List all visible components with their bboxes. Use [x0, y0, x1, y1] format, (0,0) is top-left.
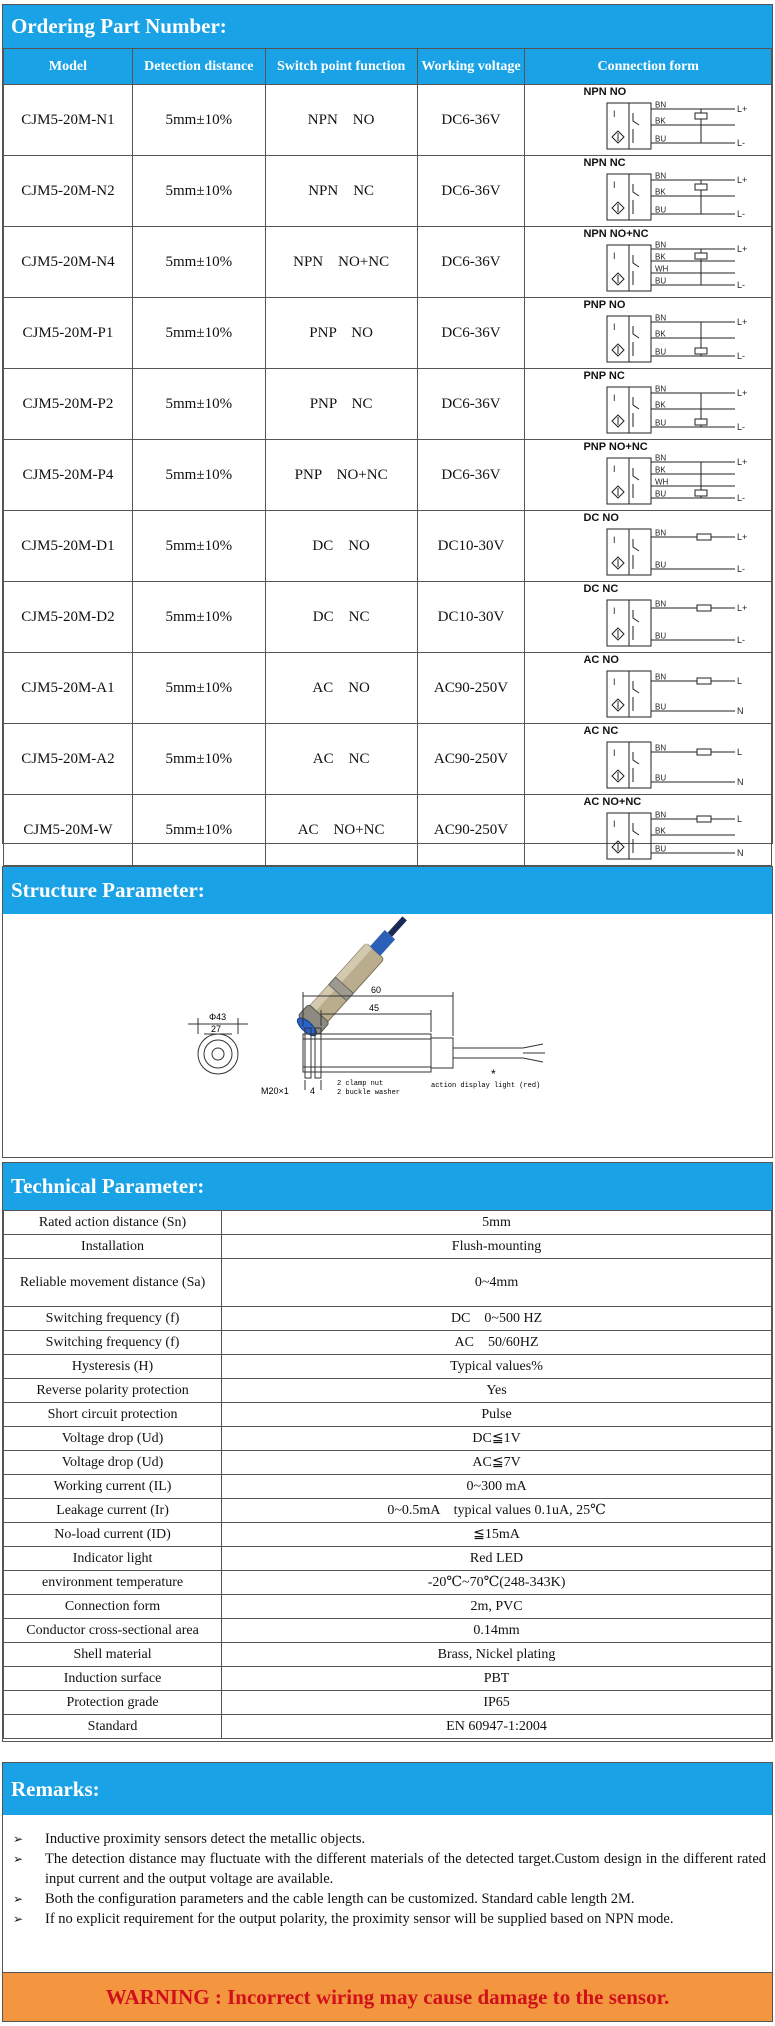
- param-name: Reliable movement distance (Sa): [4, 1259, 222, 1307]
- terminal-top: L+: [737, 457, 748, 467]
- wire-label: BU: [655, 844, 667, 854]
- param-name: Indicator light: [4, 1547, 222, 1571]
- cell-function: AC NO+NC: [265, 795, 417, 866]
- dim-nut: 4: [310, 1086, 316, 1096]
- cell-connection: [525, 724, 772, 795]
- wire-label: BU: [655, 702, 667, 712]
- cell-connection: [525, 227, 772, 298]
- cell-function: NPN NC: [265, 156, 417, 227]
- cell-connection: [525, 85, 772, 156]
- connection-title: AC NO: [583, 654, 619, 666]
- param-value: 2m, PVC: [222, 1595, 772, 1619]
- terminal-bottom: N: [737, 848, 744, 858]
- cell-distance: 5mm±10%: [132, 156, 265, 227]
- connection-title: DC NC: [583, 583, 619, 595]
- wire-label: BN: [655, 599, 667, 609]
- param-name: Installation: [4, 1235, 222, 1259]
- dim-d1: Φ43: [209, 1012, 227, 1022]
- terminal-bottom: N: [737, 777, 744, 787]
- param-value: 5mm: [222, 1211, 772, 1235]
- wire-label: BK: [655, 826, 667, 836]
- cell-function: DC NO: [265, 511, 417, 582]
- cell-distance: 5mm±10%: [132, 511, 265, 582]
- technical-row: [4, 1331, 772, 1355]
- cell-connection: [525, 369, 772, 440]
- cell-model: CJM5-20M-D2: [4, 582, 133, 653]
- bullet-arrow-icon: ➢: [13, 1912, 24, 1926]
- remarks-list: [3, 1815, 772, 1939]
- technical-row: [4, 1235, 772, 1259]
- ordering-title: Ordering Part Number:: [3, 5, 772, 48]
- technical-row: [4, 1523, 772, 1547]
- remark-item: [13, 1889, 766, 1909]
- wire-label: WH: [655, 264, 669, 274]
- param-value: DC≦1V: [222, 1427, 772, 1451]
- param-name: Short circuit protection: [4, 1403, 222, 1427]
- svg-text:I: I: [613, 393, 616, 403]
- cell-voltage: DC6-36V: [417, 85, 525, 156]
- ordering-row: [4, 227, 772, 298]
- terminal-top: L+: [737, 175, 748, 185]
- remark-item: [13, 1829, 766, 1849]
- svg-text:I: I: [613, 535, 616, 545]
- ordering-header-row: [4, 49, 772, 85]
- cell-distance: 5mm±10%: [132, 298, 265, 369]
- wire-label: BU: [655, 276, 667, 286]
- technical-row: [4, 1571, 772, 1595]
- technical-row: [4, 1211, 772, 1235]
- wiring-diagram: [605, 454, 755, 508]
- dim-length-thread: 45: [369, 1003, 380, 1013]
- wiring-diagram: [605, 170, 755, 224]
- technical-row: [4, 1403, 772, 1427]
- ordering-row: [4, 156, 772, 227]
- wiring-diagram: [605, 241, 755, 295]
- cell-connection: [525, 156, 772, 227]
- cell-voltage: AC90-250V: [417, 795, 525, 866]
- ordering-row: [4, 440, 772, 511]
- note-washer: 2 buckle washer: [337, 1089, 401, 1097]
- cell-voltage: DC6-36V: [417, 440, 525, 511]
- param-name: Standard: [4, 1715, 222, 1739]
- cell-function: AC NC: [265, 724, 417, 795]
- dim-thread: M20×1: [261, 1086, 289, 1096]
- ordering-row: [4, 724, 772, 795]
- technical-row: [4, 1715, 772, 1739]
- wiring-diagram: [605, 383, 755, 437]
- param-name: No-load current (ID): [4, 1523, 222, 1547]
- param-name: Switching frequency (f): [4, 1331, 222, 1355]
- cell-distance: 5mm±10%: [132, 724, 265, 795]
- param-value: Typical values%: [222, 1355, 772, 1379]
- connection-title: PNP NO+NC: [583, 441, 648, 453]
- cell-connection: [525, 440, 772, 511]
- ordering-row: [4, 369, 772, 440]
- svg-text:I: I: [613, 748, 616, 758]
- cell-connection: [525, 795, 772, 866]
- param-name: Voltage drop (Ud): [4, 1451, 222, 1475]
- terminal-top: L: [737, 814, 743, 824]
- terminal-top: L+: [737, 388, 748, 398]
- wire-label: BU: [655, 134, 667, 144]
- cell-voltage: DC10-30V: [417, 582, 525, 653]
- wire-label: BU: [655, 205, 667, 215]
- cell-model: CJM5-20M-W: [4, 795, 133, 866]
- wire-label: BU: [655, 773, 667, 783]
- cell-distance: 5mm±10%: [132, 369, 265, 440]
- cell-voltage: DC10-30V: [417, 511, 525, 582]
- cell-model: CJM5-20M-P4: [4, 440, 133, 511]
- param-value: 0.14mm: [222, 1619, 772, 1643]
- structure-drawing: [3, 914, 772, 1157]
- param-value: DC 0~500 HZ: [222, 1307, 772, 1331]
- ordering-section: [2, 4, 773, 858]
- param-name: Rated action distance (Sn): [4, 1211, 222, 1235]
- bullet-arrow-icon: ➢: [13, 1832, 24, 1846]
- wiring-diagram: [605, 525, 755, 579]
- technical-row: [4, 1427, 772, 1451]
- cell-function: PNP NO+NC: [265, 440, 417, 511]
- connection-title: AC NO+NC: [583, 796, 642, 808]
- ordering-table: [3, 48, 772, 866]
- param-name: Conductor cross-sectional area: [4, 1619, 222, 1643]
- technical-section: [2, 1162, 773, 1742]
- header-model: Model: [4, 49, 133, 85]
- cell-function: PNP NO: [265, 298, 417, 369]
- wire-label: BN: [655, 313, 667, 323]
- terminal-top: L+: [737, 603, 748, 613]
- wire-label: BN: [655, 384, 667, 394]
- technical-body: [4, 1211, 772, 1739]
- svg-text:I: I: [613, 464, 616, 474]
- terminal-top: L+: [737, 244, 748, 254]
- remarks-body: [3, 1815, 772, 1939]
- param-name: Connection form: [4, 1595, 222, 1619]
- cell-model: CJM5-20M-N1: [4, 85, 133, 156]
- structure-section: [2, 866, 773, 1158]
- terminal-bottom: L-: [737, 564, 746, 574]
- technical-row: [4, 1499, 772, 1523]
- param-name: Protection grade: [4, 1691, 222, 1715]
- param-name: environment temperature: [4, 1571, 222, 1595]
- cell-function: AC NO: [265, 653, 417, 724]
- wire-label: BN: [655, 672, 667, 682]
- param-value: Yes: [222, 1379, 772, 1403]
- wire-label: BU: [655, 631, 667, 641]
- wire-label: BK: [655, 465, 667, 475]
- technical-row: [4, 1547, 772, 1571]
- technical-row: [4, 1379, 772, 1403]
- ordering-row: [4, 511, 772, 582]
- technical-row: [4, 1355, 772, 1379]
- ordering-row: [4, 653, 772, 724]
- ordering-row: [4, 85, 772, 156]
- param-value: Flush-mounting: [222, 1235, 772, 1259]
- technical-row: [4, 1643, 772, 1667]
- param-value: Brass, Nickel plating: [222, 1643, 772, 1667]
- wire-label: BK: [655, 329, 667, 339]
- connection-title: AC NC: [583, 725, 619, 737]
- wire-label: BU: [655, 489, 667, 499]
- note-clamp-nut: 2 clamp nut: [337, 1080, 384, 1088]
- cell-voltage: DC6-36V: [417, 156, 525, 227]
- param-value: EN 60947-1:2004: [222, 1715, 772, 1739]
- remark-text: The detection distance may fluctuate with the different materials of the detected target.Custom design in the different rated input current and the output voltage are available.: [45, 1851, 766, 1887]
- terminal-bottom: L-: [737, 351, 746, 361]
- param-name: Induction surface: [4, 1667, 222, 1691]
- sensor-photo: [293, 914, 415, 1040]
- wiring-diagram: [605, 667, 755, 721]
- warning-banner: WARNING : Incorrect wiring may cause damage to the sensor.: [3, 1972, 772, 2021]
- param-name: Leakage current (Ir): [4, 1499, 222, 1523]
- technical-row: [4, 1691, 772, 1715]
- terminal-top: L+: [737, 104, 748, 114]
- header-function: Switch point function: [265, 49, 417, 85]
- param-value: PBT: [222, 1667, 772, 1691]
- wire-label: BK: [655, 400, 667, 410]
- param-name: Voltage drop (Ud): [4, 1427, 222, 1451]
- connection-title: DC NO: [583, 512, 619, 524]
- wire-label: BK: [655, 116, 667, 126]
- wire-label: BN: [655, 528, 667, 538]
- wire-label: BN: [655, 241, 667, 250]
- header-connection: Connection form: [525, 49, 772, 85]
- connection-title: PNP NO: [583, 299, 626, 311]
- cell-distance: 5mm±10%: [132, 85, 265, 156]
- asterisk-mark: *: [491, 1067, 496, 1081]
- svg-text:I: I: [613, 109, 616, 119]
- param-value: Pulse: [222, 1403, 772, 1427]
- technical-row: [4, 1667, 772, 1691]
- ordering-body: [4, 85, 772, 866]
- terminal-bottom: L-: [737, 209, 746, 219]
- wiring-diagram: [605, 596, 755, 650]
- remarks-section: [2, 1762, 773, 2022]
- param-value: AC 50/60HZ: [222, 1331, 772, 1355]
- connection-title: NPN NO+NC: [583, 228, 649, 240]
- dim-d2: 27: [211, 1024, 222, 1034]
- cell-distance: 5mm±10%: [132, 440, 265, 511]
- cell-model: CJM5-20M-A2: [4, 724, 133, 795]
- terminal-bottom: L-: [737, 280, 746, 290]
- remark-text: Both the configuration parameters and the cable length can be customized. Standard cable length 2M.: [45, 1891, 635, 1907]
- remark-text: If no explicit requirement for the output polarity, the proximity sensor will be supplied based on NPN mode.: [45, 1911, 674, 1927]
- ordering-row: [4, 298, 772, 369]
- wire-label: WH: [655, 477, 669, 487]
- cell-function: NPN NO: [265, 85, 417, 156]
- wire-label: BU: [655, 418, 667, 428]
- cell-connection: [525, 582, 772, 653]
- wire-label: BU: [655, 560, 667, 570]
- bullet-arrow-icon: ➢: [13, 1892, 24, 1906]
- technical-row: [4, 1475, 772, 1499]
- cell-voltage: DC6-36V: [417, 227, 525, 298]
- terminal-top: L: [737, 747, 743, 757]
- terminal-bottom: N: [737, 706, 744, 716]
- cell-distance: 5mm±10%: [132, 795, 265, 866]
- cell-distance: 5mm±10%: [132, 582, 265, 653]
- remark-item: [13, 1909, 766, 1929]
- wire-label: BN: [655, 454, 667, 463]
- terminal-bottom: L-: [737, 635, 746, 645]
- bullet-arrow-icon: ➢: [13, 1852, 24, 1866]
- terminal-top: L+: [737, 317, 748, 327]
- cell-model: CJM5-20M-N2: [4, 156, 133, 227]
- svg-text:I: I: [613, 322, 616, 332]
- param-value: 0~300 mA: [222, 1475, 772, 1499]
- wire-label: BN: [655, 100, 667, 110]
- param-name: Working current (IL): [4, 1475, 222, 1499]
- remarks-title: Remarks:: [3, 1763, 772, 1815]
- technical-row: [4, 1619, 772, 1643]
- note-display-light: action display light (red): [431, 1082, 541, 1090]
- dim-length-total: 60: [371, 985, 382, 995]
- param-name: Reverse polarity protection: [4, 1379, 222, 1403]
- param-name: Hysteresis (H): [4, 1355, 222, 1379]
- terminal-bottom: L-: [737, 493, 746, 503]
- svg-text:I: I: [613, 677, 616, 687]
- param-name: Switching frequency (f): [4, 1307, 222, 1331]
- connection-title: NPN NC: [583, 157, 626, 169]
- cell-voltage: AC90-250V: [417, 653, 525, 724]
- cell-model: CJM5-20M-A1: [4, 653, 133, 724]
- param-value: AC≦7V: [222, 1451, 772, 1475]
- wire-label: BN: [655, 743, 667, 753]
- terminal-bottom: L-: [737, 138, 746, 148]
- param-name: Shell material: [4, 1643, 222, 1667]
- connection-title: NPN NO: [583, 86, 627, 98]
- terminal-top: L+: [737, 532, 748, 542]
- cell-function: PNP NC: [265, 369, 417, 440]
- cell-connection: [525, 298, 772, 369]
- technical-row: [4, 1595, 772, 1619]
- technical-row: [4, 1259, 772, 1307]
- header-distance: Detection distance: [132, 49, 265, 85]
- cell-function: NPN NO+NC: [265, 227, 417, 298]
- svg-text:I: I: [613, 180, 616, 190]
- cell-model: CJM5-20M-P1: [4, 298, 133, 369]
- wire-label: BK: [655, 252, 667, 262]
- cell-model: CJM5-20M-P2: [4, 369, 133, 440]
- terminal-bottom: L-: [737, 422, 746, 432]
- cell-function: DC NC: [265, 582, 417, 653]
- cell-model: CJM5-20M-D1: [4, 511, 133, 582]
- ordering-row: [4, 795, 772, 866]
- svg-text:I: I: [613, 606, 616, 616]
- wiring-diagram: [605, 99, 755, 153]
- cell-voltage: AC90-250V: [417, 724, 525, 795]
- cell-voltage: DC6-36V: [417, 369, 525, 440]
- cell-distance: 5mm±10%: [132, 227, 265, 298]
- param-value: -20℃~70℃(248-343K): [222, 1571, 772, 1595]
- param-value: 0~0.5mA typical values 0.1uA, 25℃: [222, 1499, 772, 1523]
- cell-voltage: DC6-36V: [417, 298, 525, 369]
- param-value: ≦15mA: [222, 1523, 772, 1547]
- wire-label: BK: [655, 187, 667, 197]
- wire-label: BN: [655, 810, 667, 820]
- technical-row: [4, 1307, 772, 1331]
- technical-row: [4, 1451, 772, 1475]
- cell-model: CJM5-20M-N4: [4, 227, 133, 298]
- header-voltage: Working voltage: [417, 49, 525, 85]
- terminal-top: L: [737, 676, 743, 686]
- cell-distance: 5mm±10%: [132, 653, 265, 724]
- wire-label: BN: [655, 171, 667, 181]
- remark-item: [13, 1849, 766, 1889]
- wiring-diagram: [605, 738, 755, 792]
- param-value: IP65: [222, 1691, 772, 1715]
- remark-text: Inductive proximity sensors detect the metallic objects.: [45, 1831, 366, 1847]
- wire-label: BU: [655, 347, 667, 357]
- wiring-diagram: [605, 312, 755, 366]
- svg-text:I: I: [613, 819, 616, 829]
- svg-text:I: I: [613, 251, 616, 261]
- structure-title: Structure Parameter:: [3, 867, 772, 914]
- cell-connection: [525, 653, 772, 724]
- technical-title: Technical Parameter:: [3, 1163, 772, 1210]
- param-value: Red LED: [222, 1547, 772, 1571]
- ordering-row: [4, 582, 772, 653]
- cell-connection: [525, 511, 772, 582]
- technical-table: [3, 1210, 772, 1739]
- connection-title: PNP NC: [583, 370, 625, 382]
- wiring-diagram: [605, 809, 755, 863]
- param-value: 0~4mm: [222, 1259, 772, 1307]
